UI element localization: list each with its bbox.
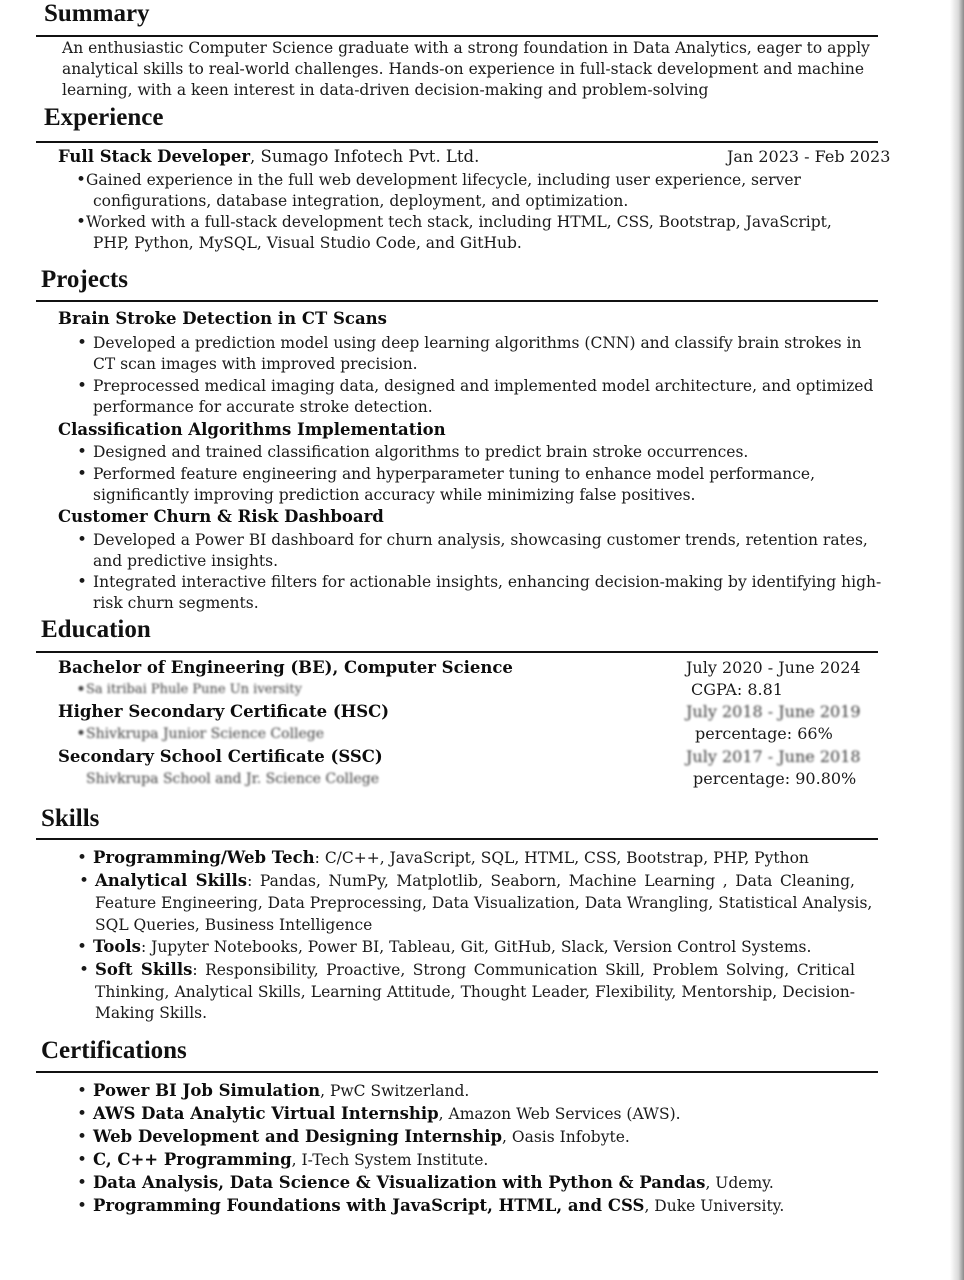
education-heading: Education (41, 616, 151, 643)
project-bullet-cont: CT scan images with improved precision. (93, 355, 418, 373)
project-bullet: • Developed a Power BI dashboard for churn analysis, showcasing customer trends, retention rates, (93, 530, 868, 550)
skill-text-cont: SQL Queries, Business Intelligence (95, 916, 373, 934)
cert-name: Web Development and Designing Internship (93, 1127, 503, 1146)
cert-item (93, 1081, 469, 1101)
cert-issuer: , Amazon Web Services (AWS). (438, 1105, 681, 1123)
job-dates: Jan 2023 - Feb 2023 (727, 147, 891, 166)
skills-heading: Skills (41, 805, 100, 832)
job-role: Full Stack Developer (58, 147, 251, 166)
cert-item (93, 1196, 784, 1216)
cert-item (93, 1150, 488, 1170)
project-bullet-cont: performance for accurate stroke detection. (93, 398, 433, 416)
skills-rule (36, 838, 878, 840)
cert-name: Data Analysis, Data Science & Visualization with Python & Pandas (93, 1173, 706, 1192)
projects-rule (36, 300, 878, 302)
summary-line: An enthusiastic Computer Science graduate with a strong foundation in Data Analytics, eager to apply (62, 39, 870, 57)
edu-score: CGPA: 8.81 (691, 680, 783, 699)
edu-degree: Higher Secondary Certificate (HSC) (58, 702, 390, 721)
cert-issuer: , Oasis Infobyte. (502, 1128, 630, 1146)
experience-heading: Experience (44, 104, 164, 131)
summary-line: learning, with a keen interest in data-driven decision-making and problem-solving (62, 81, 709, 99)
edu-dates: July 2020 - June 2024 (686, 658, 861, 677)
edu-score: percentage: 66% (695, 724, 833, 743)
project-bullet: • Performed feature engineering and hyperparameter tuning to enhance model performance, (93, 464, 815, 484)
cert-item (93, 1127, 630, 1147)
skill-item (95, 960, 855, 980)
job-bullet-cont: configurations, database integration, deployment, and optimization. (93, 192, 629, 210)
edu-degree: Bachelor of Engineering (BE), Computer Science (58, 658, 513, 677)
skill-item (95, 871, 855, 891)
summary-rule (36, 35, 878, 37)
cert-item (93, 1104, 681, 1124)
page-edge-shadow (950, 0, 964, 1280)
cert-item (93, 1173, 774, 1193)
edu-dates: July 2018 - June 2019 (686, 702, 861, 721)
project-name: Brain Stroke Detection in CT Scans (58, 309, 387, 328)
skill-text-cont: Feature Engineering, Data Preprocessing, Data Visualization, Data Wrangling, Statistical Analysis, (95, 894, 873, 912)
edu-score: percentage: 90.80% (693, 769, 857, 788)
certifications-rule (36, 1071, 878, 1073)
cert-name: Programming Foundations with JavaScript, HTML, and CSS (93, 1196, 645, 1215)
certifications-heading: Certifications (41, 1037, 187, 1064)
skill-text-cont: Thinking, Analytical Skills, Learning Attitude, Thought Leader, Flexibility, Mentorship, Decision- (95, 983, 855, 1001)
skill-label: Soft Skills (95, 960, 193, 979)
cert-issuer: , Udemy. (705, 1174, 774, 1192)
experience-rule (36, 141, 878, 143)
skill-label: Programming/Web Tech (93, 848, 315, 867)
job-header (58, 147, 479, 167)
skill-text: : C/C++, JavaScript, SQL, HTML, CSS, Bootstrap, PHP, Python (314, 849, 809, 867)
cert-name: AWS Data Analytic Virtual Internship (93, 1104, 439, 1123)
skill-text: : Pandas, NumPy, Matplotlib, Seaborn, Machine Learning , Data Cleaning, (247, 872, 855, 890)
edu-dates: July 2017 - June 2018 (686, 747, 861, 766)
project-bullet: • Designed and trained classification algorithms to predict brain stroke occurrences. (93, 442, 748, 462)
edu-degree: Secondary School Certificate (SSC) (58, 747, 383, 766)
edu-institution: Shivkrupa School and Jr. Science College (86, 771, 380, 787)
project-bullet-cont: significantly improving prediction accuracy while minimizing false positives. (93, 486, 696, 504)
summary-heading: Summary (44, 0, 150, 27)
cert-issuer: , PwC Switzerland. (320, 1082, 470, 1100)
project-name: Classification Algorithms Implementation (58, 420, 446, 439)
project-name: Customer Churn & Risk Dashboard (58, 507, 384, 526)
job-bullet: • Worked with a full-stack development tech stack, including HTML, CSS, Bootstrap, JavaScript, (86, 212, 832, 232)
edu-institution: • Shivkrupa Junior Science College (86, 724, 324, 744)
skill-label: Analytical Skills (95, 871, 248, 890)
education-rule (36, 651, 878, 653)
project-bullet-cont: and predictive insights. (93, 552, 279, 570)
job-bullet: • Gained experience in the full web development lifecycle, including user experience, server (86, 170, 801, 190)
skill-item (93, 937, 811, 957)
skill-text: : Responsibility, Proactive, Strong Communication Skill, Problem Solving, Critical (192, 961, 855, 979)
skill-text: : Jupyter Notebooks, Power BI, Tableau, Git, GitHub, Slack, Version Control Systems. (140, 938, 812, 956)
project-bullet: • Developed a prediction model using deep learning algorithms (CNN) and classify brain strokes in (93, 333, 861, 353)
cert-issuer: , Duke University. (644, 1197, 785, 1215)
skill-item (93, 848, 809, 868)
project-bullet: • Integrated interactive filters for actionable insights, enhancing decision-making by identifying high- (93, 572, 881, 592)
projects-heading: Projects (41, 266, 128, 293)
job-bullet-cont: PHP, Python, MySQL, Visual Studio Code, and GitHub. (93, 234, 522, 252)
skill-text-cont: Making Skills. (95, 1004, 208, 1022)
job-company: , Sumago Infotech Pvt. Ltd. (250, 147, 480, 166)
summary-line: analytical skills to real-world challenges. Hands-on experience in full-stack development and machine (62, 60, 865, 78)
cert-name: Power BI Job Simulation (93, 1081, 321, 1100)
project-bullet-cont: risk churn segments. (93, 594, 259, 612)
edu-institution: • Sa itribai Phule Pune Un iversity (86, 680, 302, 700)
skill-label: Tools (93, 937, 141, 956)
project-bullet: • Preprocessed medical imaging data, designed and implemented model architecture, and optimized (93, 376, 873, 396)
cert-issuer: , I-Tech System Institute. (291, 1151, 489, 1169)
cert-name: C, C++ Programming (93, 1150, 292, 1169)
